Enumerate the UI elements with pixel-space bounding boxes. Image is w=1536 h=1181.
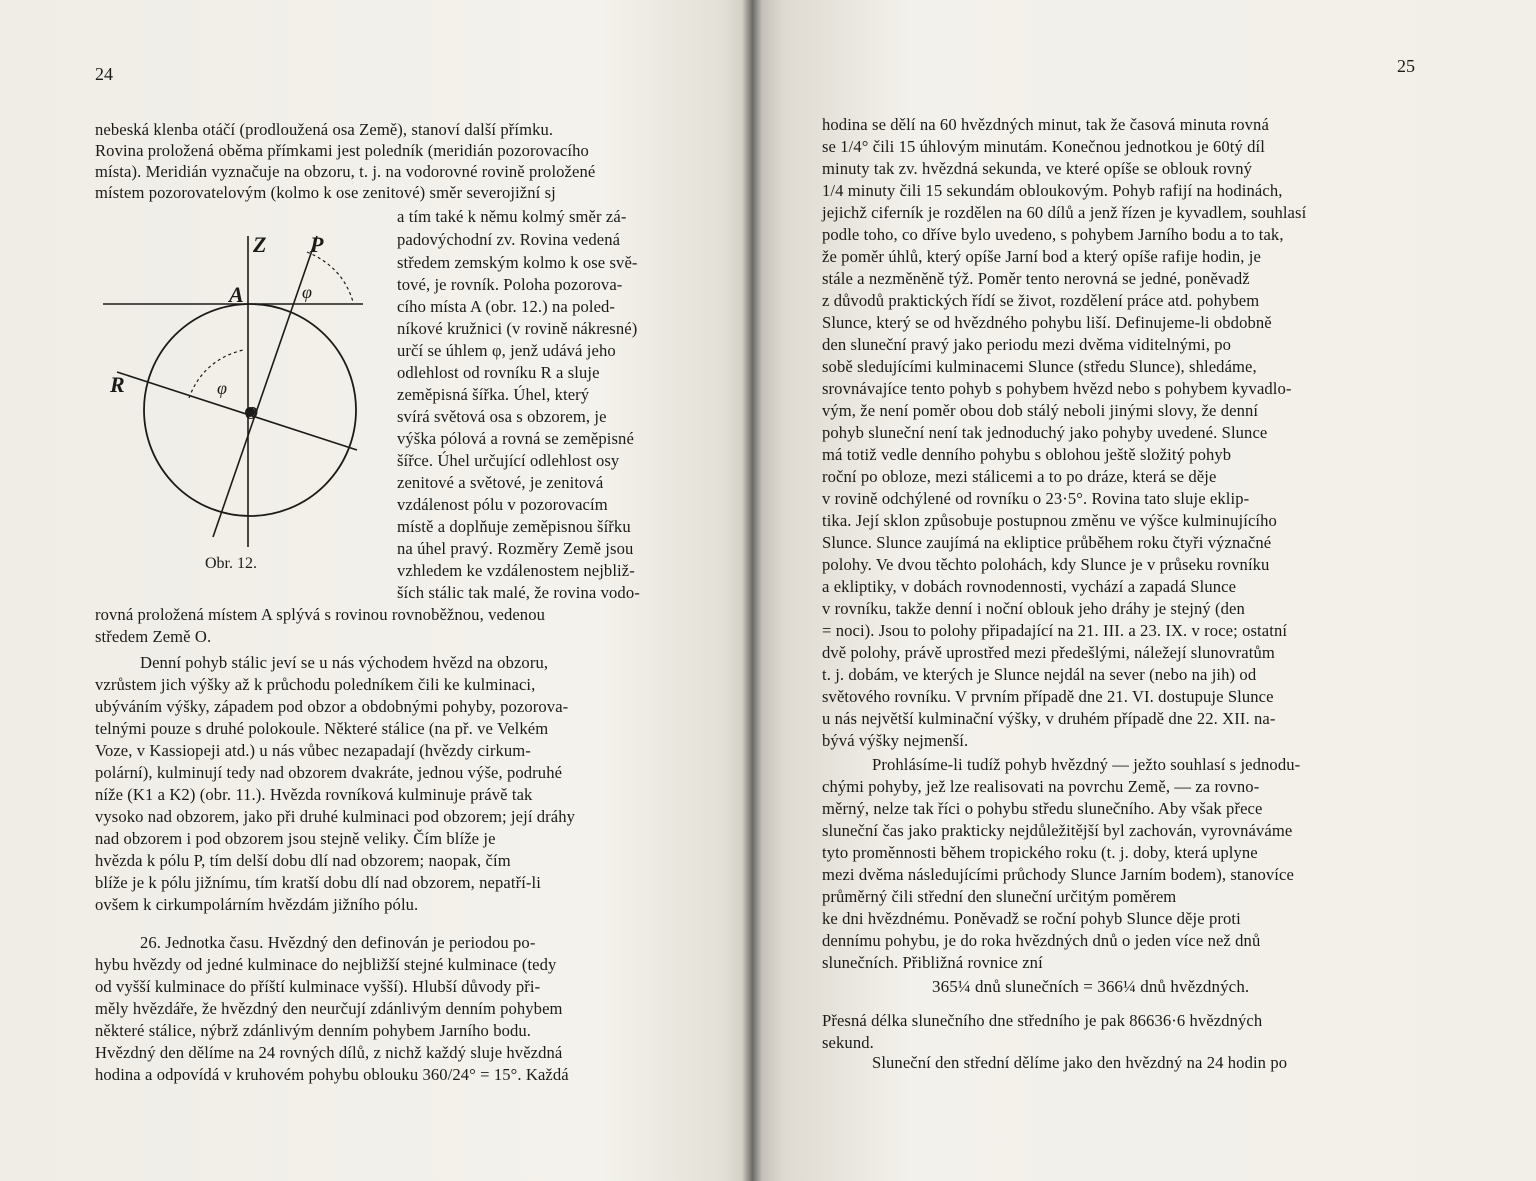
text-line: hodina a odpovídá v kruhovém pohybu oblouku 360/24° = 15°. Každá: [95, 1065, 569, 1084]
text-line: některé stálice, nýbrž zdánlivým denním pohybem Jarního bodu.: [95, 1021, 532, 1040]
text-line: níže (K1 a K2) (obr. 11.). Hvězda rovníková kulminuje právě tak: [95, 785, 533, 804]
text-line: dvě polohy, právě uprostřed mezi předešlými, náležejí slunovratům: [822, 643, 1275, 662]
left-page: [0, 0, 752, 1181]
text-line: určí se úhlem φ, jenž udává jeho: [397, 341, 616, 360]
text-line: podle toho, co dříve bylo uvedeno, s pohybem Jarního bodu a to tak,: [822, 225, 1284, 244]
text-line: padovýchodní zv. Rovina vedená: [397, 230, 621, 249]
text-line: stále a nezměněně týž. Poměr tento nerovná se jedné, poněvadž: [822, 269, 1250, 288]
text-line: v rovníku, takže denní i noční oblouk jeho dráhy je stejný (den: [822, 599, 1245, 618]
text-line: hvězda k pólu P, tím delší dobu dlí nad obzorem; naopak, čím: [95, 851, 511, 870]
text-line: = noci). Jsou to polohy připadající na 21. III. a 23. IX. v roce; ostatní: [822, 621, 1288, 640]
text-line: v rovině odchýlené od rovníku o 23·5°. Rovina tato sluje eklip-: [822, 489, 1250, 508]
text-line: slunečních. Přibližná rovnice zní: [822, 953, 1043, 972]
page-number: 25: [1397, 56, 1415, 76]
text-line: výška pólová a rovná se zeměpisné: [397, 429, 634, 448]
text-line: pohyb sluneční není tak jednoduchý jako pohyby uvedené. Slunce: [822, 423, 1268, 442]
text-line: vysoko nad obzorem, jako při druhé kulminaci pod obzorem; její dráhy: [95, 807, 576, 826]
latitude-arc-top: [307, 252, 353, 302]
text-line: mezi dvěma následujícími průchody Slunce Jarním bodem), stanovíce: [822, 865, 1294, 884]
text-line: Rovina proložená oběma přímkami jest poledník (meridián pozorovacího: [95, 141, 589, 160]
celestial-sphere-diagram: [95, 222, 385, 552]
label-angle-center: φ: [217, 378, 227, 398]
book-gutter: [742, 0, 762, 1181]
latitude-arc-center: [189, 350, 243, 398]
text-line: Denní pohyb stálic jeví se u nás východem hvězd na obzoru,: [140, 653, 549, 672]
text-line: nebeská klenba otáčí (prodloužená osa Země), stanoví další přímku.: [95, 120, 554, 139]
text-line: Přesná délka slunečního dne středního je pak 86636·6 hvězdných: [822, 1011, 1263, 1030]
text-line: nad obzorem i pod obzorem jsou stejně veliky. Čím blíže je: [95, 829, 496, 848]
text-line: Sluneční den střední dělíme jako den hvězdný na 24 hodin po: [872, 1053, 1288, 1072]
text-line: na úhel pravý. Rozměry Země jsou: [397, 539, 634, 558]
text-line: měly hvězdáře, že hvězdný den neurčují zdánlivým denním pohybem: [95, 999, 563, 1018]
equator-line: [117, 372, 357, 450]
text-line: sluneční čas jako prakticky nejdůležitější byl zachován, vyrovnáváme: [822, 821, 1293, 840]
text-line: od vyšší kulminace do příští kulminace vyšší). Hlubší důvody při-: [95, 977, 541, 996]
right-page: [752, 0, 1536, 1181]
text-line: Slunce. Slunce zaujímá na ekliptice průběhem roku čtyři význačné: [822, 533, 1272, 552]
text-line: hybu hvězdy od jedné kulminace do nejbližší stejné kulminace (tedy: [95, 955, 557, 974]
text-line: ubýváním výšky, západem pod obzor a obdobnými pohyby, pozorova-: [95, 697, 569, 716]
equation-line: 365¼ dnů slunečních = 366¼ dnů hvězdných.: [932, 977, 1250, 996]
section-heading-line: 26. Jednotka času. Hvězdný den definován je periodou po-: [140, 933, 536, 952]
text-line: Hvězdný den dělíme na 24 rovných dílů, z nichž každý sluje hvězdná: [95, 1043, 563, 1062]
text-line: dennímu pohybu, je do roka hvězdných dnů o jeden více než dnů: [822, 931, 1261, 950]
label-pole: P: [310, 232, 324, 257]
text-line: t. j. dobám, ve kterých je Slunce nejdál na sever (nebo na jih) od: [822, 665, 1257, 684]
text-line: Prohlásíme-li tudíž pohyb hvězdný — ježto souhlasí s jednodu-: [872, 755, 1301, 774]
figure-caption: Obr. 12.: [205, 555, 257, 572]
text-line: blíže je k pólu jižnímu, tím kratší dobu dlí nad obzorem, nepatří-li: [95, 873, 541, 892]
label-center: O: [245, 403, 258, 423]
text-line: roční po obloze, mezi stálicemi a to po dráze, která se děje: [822, 467, 1217, 486]
text-line: níkové kružnici (v rovině nákresné): [397, 319, 638, 338]
text-line: hodina se dělí na 60 hvězdných minut, tak že časová minuta rovná: [822, 115, 1269, 134]
text-line: že poměr úhlů, který opíše Jarní bod a který opíše rafije hodin, je: [822, 247, 1261, 266]
text-line: Voze, v Kassiopeji atd.) u nás vůbec nezapadají (hvězdy cirkum-: [95, 741, 531, 760]
text-line: zeměpisná šířka. Úhel, který: [397, 385, 590, 404]
text-line: sobě sledujícími kulminacemi Slunce (středu Slunce), shledáme,: [822, 357, 1257, 376]
text-line: 1/4 minuty čili 15 sekundám obloukovým. Pohyb rafijí na hodinách,: [822, 181, 1283, 200]
text-line: má totiž vedle denního pohybu s oblohou ještě složitý pohyb: [822, 445, 1232, 464]
text-line: u nás největší kulminační výšky, v druhém případě dne 22. XII. na-: [822, 709, 1276, 728]
text-line: svírá světová osa s obzorem, je: [397, 407, 607, 426]
text-line: středem Země O.: [95, 627, 212, 646]
text-line: a ekliptiky, v dobách rovnodennosti, vychází a zapadá Slunce: [822, 577, 1237, 596]
text-line: světového rovníku. V prvním případě dne 21. VI. dostupuje Slunce: [822, 687, 1274, 706]
text-line: chými pohyby, jež lze realisovati na povrchu Země, — za rovno-: [822, 777, 1260, 796]
text-line: z důvodů praktických řídí se život, rozdělení práce atd. pohybem: [822, 291, 1260, 310]
text-line: se 1/4° čili 15 úhlovým minutám. Konečnou jednotkou je 60tý díl: [822, 137, 1265, 156]
text-line: tyto proměnnosti během tropického roku (t. j. doby, která uplyne: [822, 843, 1258, 862]
text-line: průměrný čili střední den sluneční určitým poměrem: [822, 887, 1177, 906]
text-line: a tím také k němu kolmý směr zá-: [397, 207, 627, 226]
label-equator: R: [110, 372, 125, 397]
text-line: polární), kulminují tedy nad obzorem dvakráte, jednou výše, podruhé: [95, 763, 563, 782]
text-line: telnými pouze s druhé polokoule. Některé stálice (na př. ve Velkém: [95, 719, 549, 738]
text-line: bývá výšky nejmenší.: [822, 731, 969, 750]
text-line: Slunce, který se od hvězdného pohybu liší. Definujeme-li obdobně: [822, 313, 1272, 332]
text-line: středem zemským kolmo k ose svě-: [397, 253, 638, 272]
text-line: odlehlost od rovníku R a sluje: [397, 363, 600, 382]
text-line: místě a doplňuje zeměpisnou šířku: [397, 517, 631, 536]
text-line: ke dni hvězdnému. Poněvadž se roční pohyb Slunce děje proti: [822, 909, 1241, 928]
text-line: rovná proložená místem A splývá s rovinou rovnoběžnou, vedenou: [95, 605, 545, 624]
text-line: vzrůstem jich výšky až k průchodu poledníkem čili ke kulminaci,: [95, 675, 536, 694]
text-line: tové, je rovník. Poloha pozorova-: [397, 275, 623, 294]
text-line: jejichž ciferník je rozdělen na 60 dílů a jenž řízen je kyvadlem, souhlasí: [822, 203, 1307, 222]
page-number: 24: [95, 64, 113, 84]
text-line: polohy. Ve dvou těchto polohách, kdy Slunce je v průseku rovníku: [822, 555, 1270, 574]
text-line: místem pozorovatelovým (kolmo k ose zenitové) směr severojižní sj: [95, 183, 556, 202]
label-angle-top: φ: [302, 282, 312, 302]
text-line: šířce. Úhel určující odlehlost osy: [397, 451, 620, 470]
text-line: ovšem k cirkumpolárním hvězdám jižního pólu.: [95, 895, 419, 914]
label-zenith: Z: [253, 232, 267, 257]
text-line: minuty tak zv. hvězdná sekunda, ve které opíše se oblouk rovný: [822, 159, 1252, 178]
text-line: vým, že není poměr obou dob stálý neboli jinými slovy, že denní: [822, 401, 1259, 420]
label-place: A: [229, 282, 244, 307]
text-line: vzdálenost pólu v pozorovacím: [397, 495, 608, 514]
text-line: zenitové a světové, je zenitová: [397, 473, 604, 492]
text-line: den sluneční pravý jako periodu mezi dvěma viditelnými, po: [822, 335, 1232, 354]
text-line: srovnávajíce tento pohyb s pohybem hvězd nebo s pohybem kyvadlo-: [822, 379, 1292, 398]
text-line: sekund.: [822, 1033, 874, 1052]
text-line: tika. Její sklon způsobuje postupnou změnu ve výšce kulminujícího: [822, 511, 1277, 530]
text-line: ších stálic tak malé, že rovina vodo-: [397, 583, 640, 602]
text-line: vzhledem ke vzdálenostem nejbliž-: [397, 561, 635, 580]
text-line: měrný, nelze tak říci o pohybu středu slunečního. Aby však přece: [822, 799, 1263, 818]
text-line: cího místa A (obr. 12.) na poled-: [397, 297, 616, 316]
text-line: místa). Meridián vyznačuje na obzoru, t. j. na vodorovné rovině proložené: [95, 162, 596, 181]
